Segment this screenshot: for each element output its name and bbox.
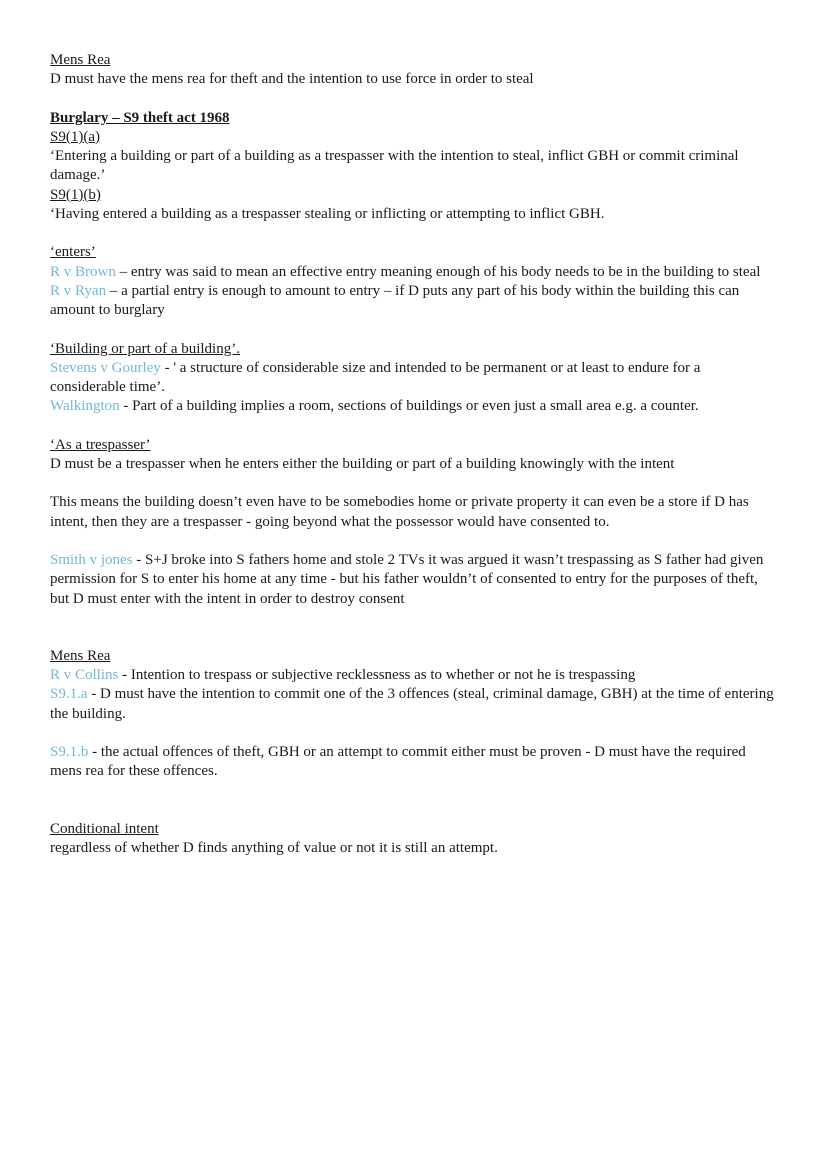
case-text: - the actual offences of theft, GBH or an attempt to commit either must be proven - D must have the required mens rea for these offences.: [50, 744, 746, 780]
case-r-v-brown: [50, 263, 778, 282]
s9-1-b-text: ‘Having entered a building as a trespasser stealing or inflicting or attempting to inflict GBH.: [50, 206, 605, 223]
case-name: Smith v jones: [50, 551, 133, 568]
case-smith-v-jones: [50, 551, 778, 609]
case-s9-1-a: [50, 685, 778, 724]
case-text: - D must have the intention to commit one of the 3 offences (steal, criminal damage, GBH) at the time of entering the building.: [50, 686, 774, 722]
burglary-mens-rea-heading: Mens Rea: [50, 647, 111, 664]
case-text: – entry was said to mean an effective entry meaning enough of his body needs to be in the building to steal: [115, 263, 761, 280]
case-stevens-v-gourley: [50, 359, 778, 398]
conditional-intent-text: regardless of whether D finds anything of value or not it is still an attempt.: [50, 839, 498, 856]
trespasser-heading: ‘As a trespasser’: [50, 436, 151, 453]
s9-1-a-label: S9(1)(a): [50, 128, 100, 145]
case-name: Walkington: [50, 398, 120, 415]
conditional-intent-heading: Conditional intent: [50, 820, 159, 837]
case-text: - Part of a building implies a room, sections of buildings or even just a small area e.g. a counter.: [119, 398, 699, 415]
robbery-mens-rea-heading: Mens Rea: [50, 52, 111, 68]
enters-heading: ‘enters’: [50, 244, 96, 261]
s9-1-b-label: S9(1)(b): [50, 186, 101, 203]
case-text: - Intention to trespass or subjective recklessness as to whether or not he is trespassing: [118, 667, 636, 684]
case-walkington: [50, 397, 778, 416]
case-name: Stevens v Gourley: [50, 359, 161, 376]
case-name: S9.1.b: [50, 744, 89, 761]
case-r-v-collins: [50, 666, 778, 685]
trespasser-text: D must be a trespasser when he enters either the building or part of a building knowingly with the intent: [50, 456, 675, 473]
case-name: R v Brown: [50, 263, 116, 280]
building-heading: ‘Building or part of a building’.: [50, 340, 240, 357]
s9-1-a-text: ‘Entering a building or part of a building as a trespasser with the intention to steal, inflict GBH or commit criminal damage.’: [50, 148, 739, 184]
case-name: S9.1.a: [50, 686, 88, 703]
case-text: - S+J broke into S fathers home and stole 2 TVs it was argued it wasn’t trespassing as S father had given permission for S to enter his home at any time - but his father wouldn’t of consented to entry for the purposes of theft, but D must enter with the intent in order to destroy consent: [50, 551, 764, 607]
trespasser-para: This means the building doesn’t even have to be somebodies home or private property it can even be a store if D has intent, then they are a trespasser - going beyond what the possessor would have consented to.: [50, 494, 749, 530]
case-text: – a partial entry is enough to amount to entry – if D puts any part of his body within the building this can amount to burglary: [50, 282, 740, 319]
case-name: R v Collins: [50, 667, 119, 684]
burglary-heading: Burglary – S9 theft act 1968: [50, 109, 230, 126]
case-r-v-ryan: [50, 282, 778, 321]
case-name: R v Ryan: [50, 282, 107, 299]
robbery-mens-rea-text: D must have the mens rea for theft and the intention to use force in order to steal: [50, 71, 534, 88]
case-s9-1-b: [50, 743, 778, 782]
case-text: - ' a structure of considerable size and intended to be permanent or at least to endure for a considerable time’.: [50, 359, 701, 396]
